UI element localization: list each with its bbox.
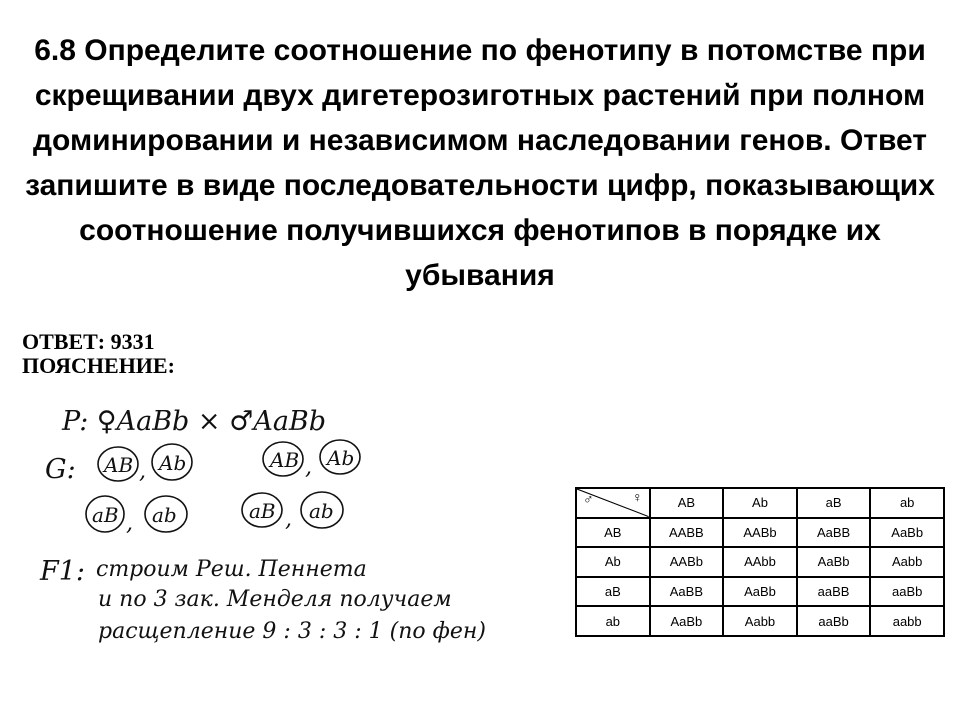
gamete-label: aB (249, 499, 276, 523)
genotype-cell: AaBB (650, 577, 724, 607)
genotype-cell: AaBb (723, 577, 797, 607)
gamete-label: AB (104, 453, 134, 477)
gametes-label: G: (45, 454, 76, 485)
genotype-cell: AAbb (723, 547, 797, 577)
comma: , (305, 455, 312, 480)
gamete-male-3 (242, 493, 282, 527)
row-header: ab (576, 606, 650, 636)
comma: , (126, 511, 133, 536)
col-header: AB (650, 488, 724, 518)
genotype-cell: AABb (723, 518, 797, 548)
gamete-label: aB (92, 503, 119, 527)
genotype-cell: AaBb (797, 547, 871, 577)
genotype-cell: AaBb (650, 606, 724, 636)
gamete-male-1 (263, 442, 303, 476)
punnett-row (576, 606, 944, 636)
genotype-cell: AABB (650, 518, 724, 548)
gamete-label: ab (152, 503, 177, 527)
genotype-cell: AABb (650, 547, 724, 577)
punnett-row (576, 547, 944, 577)
row-header: aB (576, 577, 650, 607)
genotype-cell: aaBb (797, 606, 871, 636)
answer-line: ОТВЕТ: 9331 (22, 329, 155, 354)
punnett-square (575, 487, 945, 637)
punnett-row (576, 577, 944, 607)
row-header: AB (576, 518, 650, 548)
col-header: ab (870, 488, 944, 518)
comma: , (139, 459, 146, 484)
male-symbol-icon: ♂ (583, 491, 594, 507)
gamete-label: Ab (327, 446, 355, 470)
gamete-label: Ab (159, 451, 187, 475)
gamete-female-4 (145, 496, 187, 532)
f1-line-2: и по 3 зак. Менделя получаем (98, 587, 452, 612)
genotype-cell: AaBb (870, 518, 944, 548)
female-symbol-icon: ♀ (632, 489, 643, 505)
explanation-label: ПОЯСНЕНИЕ: (22, 353, 175, 378)
f1-line-1: строим Реш. Пеннета (96, 557, 367, 582)
f1-line-3: расщепление 9 : 3 : 3 : 1 (по фен) (98, 619, 486, 644)
f1-label: F1: (40, 556, 86, 587)
row-header: Ab (576, 547, 650, 577)
question-text: 6.8 Определите соотношение по фенотипу в потомстве при скрещивании двух дигетерозиготных растений при полном доминировании и независимом наследовании генов. Ответ запишите в виде последовательности цифр, показывающих соотношение получившихся фенотипов в порядке их убывания (25, 34, 935, 292)
gamete-female-3 (86, 496, 124, 532)
gamete-label: AB (270, 448, 300, 472)
gamete-label: ab (309, 499, 334, 523)
punnett-row (576, 518, 944, 548)
punnett-header-row (576, 488, 944, 518)
genotype-cell: Aabb (723, 606, 797, 636)
col-header: Ab (723, 488, 797, 518)
genotype-cell: aaBB (797, 577, 871, 607)
corner-cell (576, 488, 650, 518)
genotype-cell: aabb (870, 606, 944, 636)
parents-line: P: ♀AaBb × ♂AaBb (62, 406, 327, 437)
genotype-cell: AaBB (797, 518, 871, 548)
comma: , (285, 507, 292, 532)
genotype-cell: Aabb (870, 547, 944, 577)
gamete-male-2 (320, 440, 360, 474)
gamete-male-4 (301, 492, 343, 528)
genotype-cell: aaBb (870, 577, 944, 607)
col-header: aB (797, 488, 871, 518)
gamete-female-2 (152, 444, 192, 480)
gamete-female-1 (98, 447, 138, 481)
